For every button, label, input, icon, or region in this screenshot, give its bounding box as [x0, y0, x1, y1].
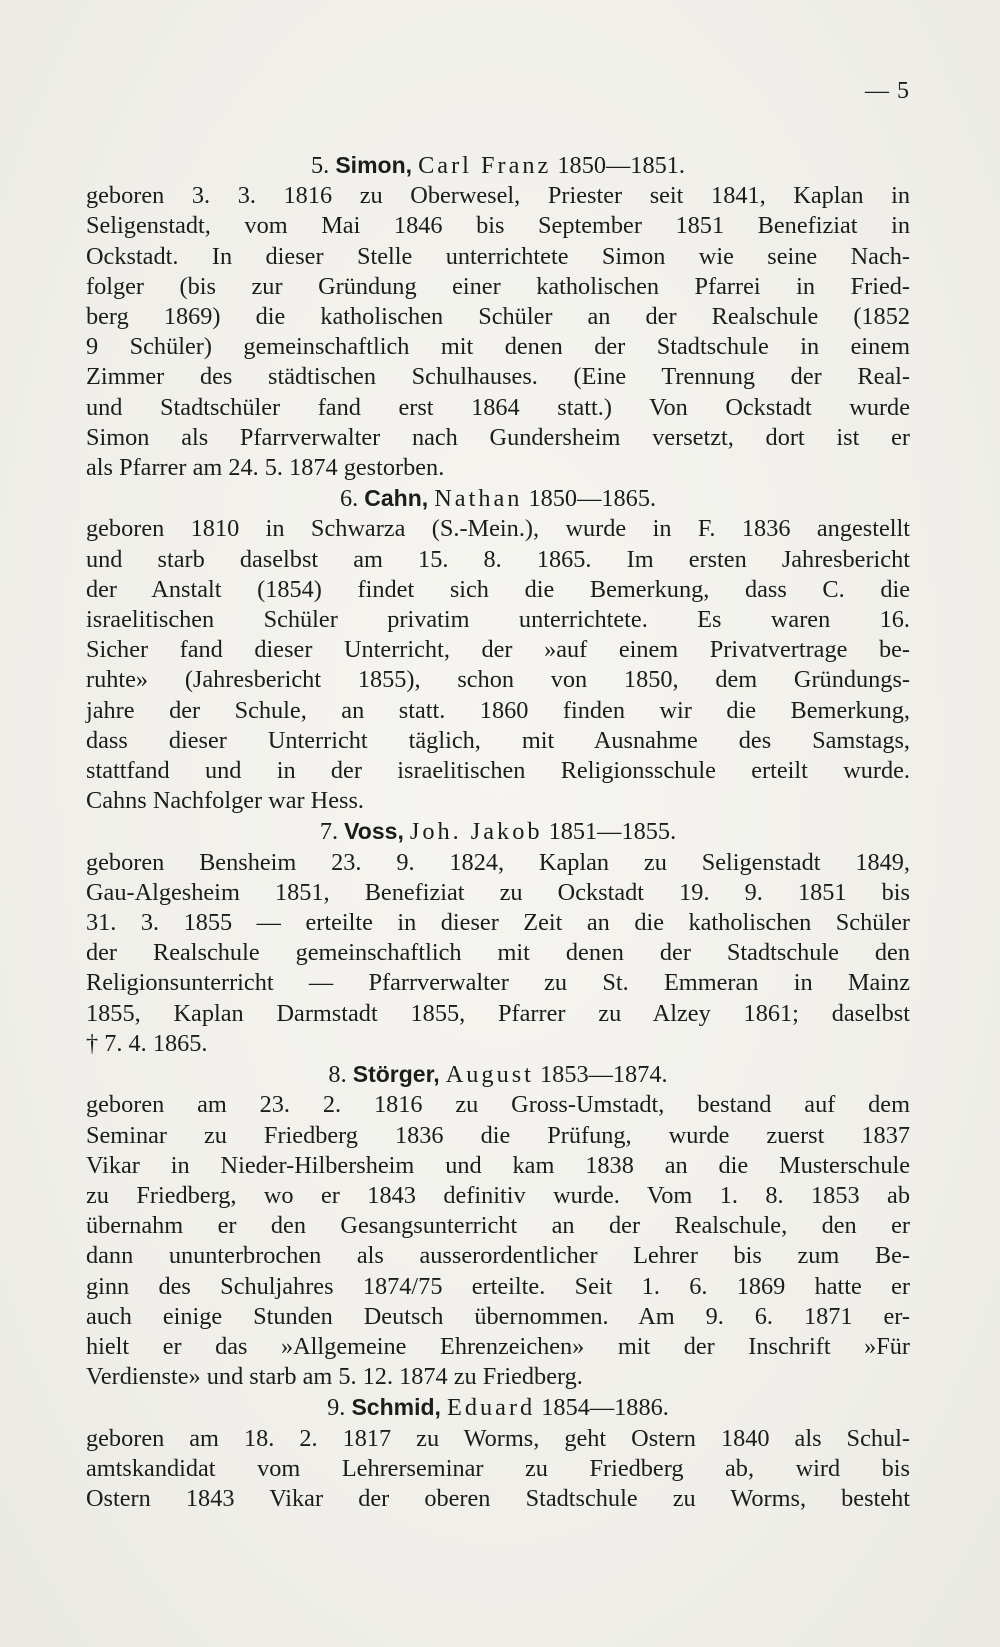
entry-given-name: August [445, 1061, 534, 1089]
text-line: Seligenstadt, vom Mai 1846 bis September 1851 Benefiziat in [86, 212, 910, 240]
text-line: † 7. 4. 1865. [86, 1029, 208, 1057]
text-line: hielt er das »Allgemeine Ehrenzeichen» mit der Inschrift »Für [86, 1332, 910, 1360]
page-body [86, 150, 910, 1514]
entry-text [86, 181, 910, 483]
text-line: jahre der Schule, an statt. 1860 finden wir die Bemerkung, [86, 696, 910, 724]
text-line: geboren am 23. 2. 1816 zu Gross-Umstadt, bestand auf dem [86, 1091, 910, 1119]
text-line: berg 1869) die katholischen Schüler an der Realschule (1852 [86, 303, 910, 331]
entry-voss [86, 816, 910, 1059]
text-line: Verdienste» und starb am 5. 12. 1874 zu Friedberg. [86, 1363, 583, 1391]
text-line: dann ununterbrochen als ausserordentlicher Lehrer bis zum Be- [86, 1242, 910, 1270]
text-line: Seminar zu Friedberg 1836 die Prüfung, wurde zuerst 1837 [86, 1121, 910, 1149]
entry-cahn [86, 483, 910, 816]
text-line: amtskandidat vom Lehrerseminar zu Friedberg ab, wird bis [86, 1454, 910, 1482]
text-line: zu Friedberg, wo er 1843 definitiv wurde. Vom 1. 8. 1853 ab [86, 1181, 910, 1209]
entry-heading [86, 483, 910, 514]
entry-years: 1851—1855. [548, 818, 677, 846]
entry-given-name: Carl Franz [418, 152, 552, 179]
text-line: als Pfarrer am 24. 5. 1874 gestorben. [86, 454, 445, 482]
entry-surname: Simon, [335, 152, 413, 178]
entry-years: 1850—1851. [557, 152, 685, 179]
page-number: — 5 [865, 78, 910, 104]
entry-number: 7. [319, 818, 339, 846]
text-line: Religionsunterricht — Pfarrverwalter zu St. Emmeran in Mainz [86, 969, 910, 997]
text-line: dass dieser Unterricht täglich, mit Ausnahme des Samstags, [86, 726, 910, 754]
entry-surname: Störger, [352, 1061, 440, 1088]
text-line: der Realschule gemeinschaftlich mit denen der Stadtschule den [86, 939, 910, 967]
text-line: Sicher fand dieser Unterricht, der »auf einem Privatvertrage be- [86, 636, 910, 664]
text-line: ginn des Schuljahres 1874/75 erteilte. Seit 1. 6. 1869 hatte er [86, 1272, 910, 1300]
entry-surname: Schmid, [351, 1394, 441, 1421]
text-line: Zimmer des städtischen Schulhauses. (Eine Trennung der Real- [86, 363, 910, 391]
text-line: Cahns Nachfolger war Hess. [86, 787, 364, 815]
text-line: geboren 1810 in Schwarza (S.-Mein.), wurde in F. 1836 angestellt [86, 515, 910, 543]
text-line: geboren Bensheim 23. 9. 1824, Kaplan zu Seligenstadt 1849, [86, 848, 910, 876]
text-line: Ockstadt. In dieser Stelle unterrichtete Simon wie seine Nach- [86, 242, 910, 270]
text-line: Gau-Algesheim 1851, Benefiziat zu Ockstadt 19. 9. 1851 bis [86, 878, 910, 906]
entry-number: 5. [311, 152, 330, 179]
entry-text [86, 1424, 910, 1515]
text-line: auch einige Stunden Deutsch übernommen. Am 9. 6. 1871 er- [86, 1302, 910, 1330]
entry-text [86, 514, 910, 816]
text-line: übernahm er den Gesangsunterricht an der Realschule, den er [86, 1212, 910, 1240]
entry-years: 1854—1886. [541, 1394, 669, 1422]
text-line: der Anstalt (1854) findet sich die Bemerkung, dass C. die [86, 575, 910, 603]
entry-given-name: Nathan [434, 485, 523, 513]
text-line: folger (bis zur Gründung einer katholischen Pfarrei in Fried- [86, 272, 910, 300]
text-line: geboren 3. 3. 1816 zu Oberwesel, Priester seit 1841, Kaplan in [86, 182, 910, 210]
text-line: ruhte» (Jahresbericht 1855), schon von 1850, dem Gründungs- [86, 666, 910, 694]
entry-schmid [86, 1392, 910, 1514]
entry-text [86, 848, 910, 1059]
entry-given-name: Joh. Jakob [409, 818, 543, 846]
entry-text [86, 1090, 910, 1392]
entry-surname: Voss, [344, 818, 404, 845]
text-line: stattfand und in der israelitischen Religionsschule erteilt wurde. [86, 757, 910, 785]
entry-heading [86, 1059, 910, 1090]
entry-heading [86, 1392, 910, 1423]
text-line: und starb daselbst am 15. 8. 1865. Im ersten Jahresbericht [86, 545, 910, 573]
text-line: 1855, Kaplan Darmstadt 1855, Pfarrer zu Alzey 1861; daselbst [86, 999, 910, 1027]
entry-number: 8. [328, 1061, 347, 1089]
entry-heading [86, 816, 910, 847]
entry-number: 9. [327, 1394, 346, 1422]
entry-simon [86, 150, 910, 483]
text-line: Simon als Pfarrverwalter nach Gundersheim versetzt, dort ist er [86, 423, 910, 451]
text-line: und Stadtschüler fand erst 1864 statt.) Von Ockstadt wurde [86, 393, 910, 421]
text-line: Vikar in Nieder-Hilbersheim und kam 1838 an die Musterschule [86, 1151, 910, 1179]
entry-given-name: Eduard [447, 1394, 536, 1422]
text-line: geboren am 18. 2. 1817 zu Worms, geht Ostern 1840 als Schul- [86, 1424, 910, 1452]
entry-heading [86, 150, 910, 181]
entry-number: 6. [339, 485, 359, 513]
entry-surname: Cahn, [364, 485, 429, 512]
entry-years: 1853—1874. [540, 1061, 668, 1089]
text-line: israelitischen Schüler privatim unterrichtete. Es waren 16. [86, 606, 910, 634]
text-line: 31. 3. 1855 — erteilte in dieser Zeit an die katholischen Schüler [86, 909, 910, 937]
entry-years: 1850—1865. [528, 485, 657, 513]
entry-stoerger [86, 1059, 910, 1392]
text-line: 9 Schüler) gemeinschaftlich mit denen der Stadtschule in einem [86, 333, 910, 361]
text-line: Ostern 1843 Vikar der oberen Stadtschule zu Worms, besteht [86, 1484, 910, 1512]
